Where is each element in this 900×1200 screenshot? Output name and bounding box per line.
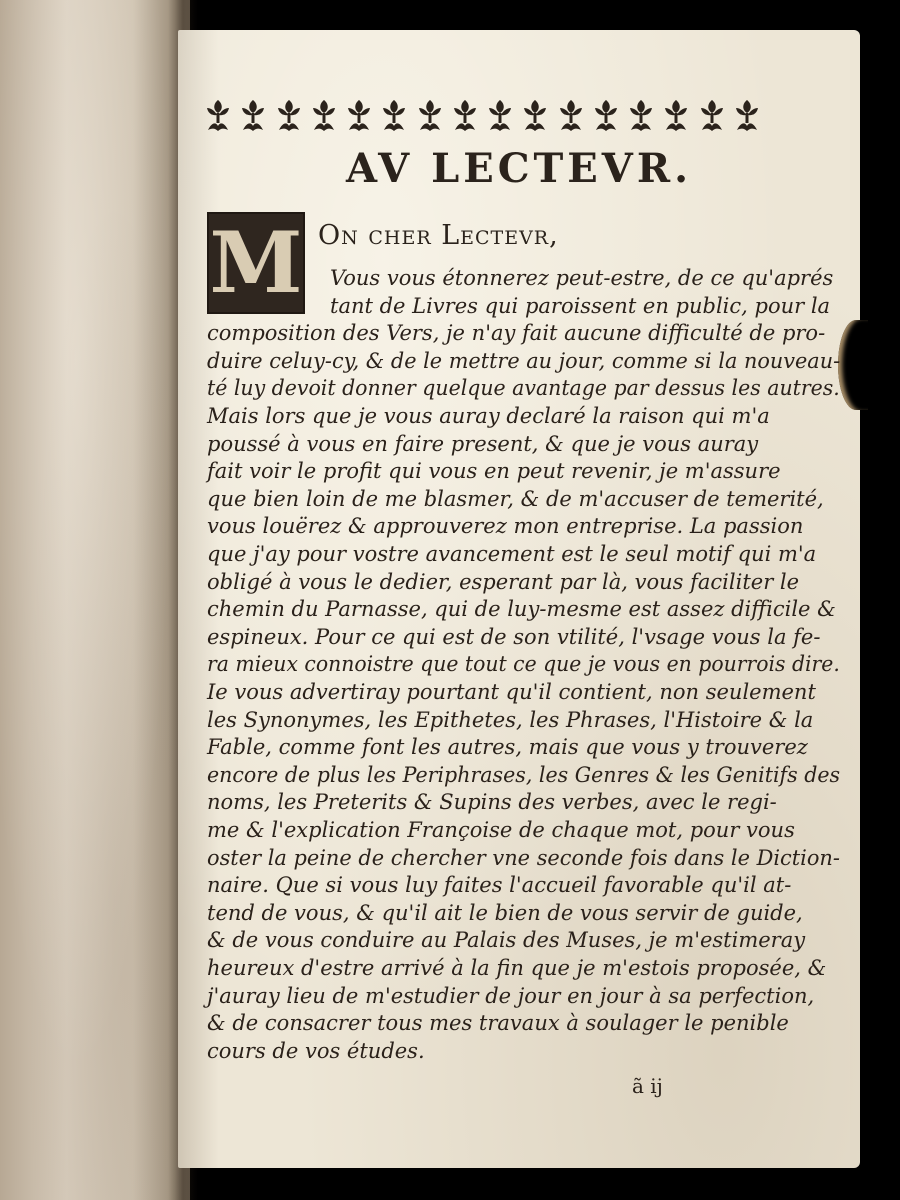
text-line: les Synonymes, les Epithetes, les Phrases, l'Histoire & la	[207, 707, 814, 732]
text-line: & de consacrer tous mes travaux à soulager le penible	[207, 1011, 789, 1036]
fleuron-icon	[381, 98, 407, 134]
fleuron-icon	[734, 98, 760, 134]
text-line: oster la peine de chercher vne seconde fois dans le Diction-	[207, 845, 840, 870]
text-line: Vous vous étonnerez peut-estre, de ce qu'aprés	[330, 266, 834, 290]
text-line: noms, les Preterits & Supins des verbes, avec le regi-	[207, 790, 777, 815]
text-line: duire celuy-cy, & de le mettre au jour, comme si la nouveau-	[207, 348, 841, 373]
text-line: poussé à vous en faire present, & que je vous auray	[207, 431, 759, 456]
fleuron-icon	[593, 98, 619, 134]
text-line: composition des Vers, je n'ay fait aucune difficulté de pro-	[207, 321, 826, 346]
fleuron-icon	[311, 98, 337, 134]
text-line: espineux. Pour ce qui est de son vtilité, l'vsage vous la fe-	[207, 624, 821, 649]
text-line: chemin du Parnasse, qui de luy-mesme est assez difficile &	[207, 597, 836, 622]
text-line: naire. Que si vous luy faites l'accueil favorable qu'il at-	[207, 873, 792, 898]
page-title: AV LECTEVR.	[346, 145, 692, 192]
text-line: cours de vos études.	[207, 1038, 425, 1063]
text-line: que j'ay pour vostre avancement est le seul motif qui m'a	[207, 542, 817, 566]
fleuron-icon	[628, 98, 654, 134]
fleuron-icon	[487, 98, 513, 134]
text-line: heureux d'estre arrivé à la fin que je m'estois proposée, &	[207, 956, 827, 980]
text-line: Mais lors que je vous auray declaré la raison qui m'a	[207, 404, 770, 428]
fleuron-icon	[417, 98, 443, 134]
text-line: ra mieux connoistre que tout ce que je vous en pourrois dire.	[207, 652, 840, 677]
text-line: fait voir le profit qui vous en peut revenir, je m'assure	[207, 459, 781, 484]
fleuron-icon	[699, 98, 725, 134]
text-line: obligé à vous le dedier, esperant par là, vous faciliter le	[207, 569, 800, 594]
text-line: encore de plus les Periphrases, les Genres & les Genitifs des	[207, 762, 841, 787]
drop-cap-letter: M	[209, 213, 303, 312]
headpiece-ornament	[205, 96, 760, 136]
text-line: tend de vous, & qu'il ait le bien de vous servir de guide,	[207, 900, 803, 925]
page-tear	[838, 320, 868, 410]
fleuron-icon	[276, 98, 302, 134]
text-line: & de vous conduire au Palais des Muses, je m'estimeray	[207, 928, 806, 953]
left-page	[0, 0, 190, 1200]
fleuron-icon	[663, 98, 689, 134]
drop-cap-initial	[207, 212, 305, 314]
text-line: té luy devoit donner quelque avantage par dessus les autres.	[207, 376, 840, 401]
text-line: j'auray lieu de m'estudier de jour en jour à sa perfection,	[207, 983, 815, 1008]
text-line: vous louërez & approuverez mon entreprise. La passion	[207, 514, 804, 539]
fleuron-icon	[240, 98, 266, 134]
fleuron-icon	[205, 98, 231, 134]
fleuron-icon	[346, 98, 372, 134]
text-line: que bien loin de me blasmer, & de m'accuser de temerité,	[207, 486, 824, 511]
fleuron-icon	[522, 98, 548, 134]
signature-mark: ã ij	[632, 1074, 663, 1099]
salutation: On cher Lectevr,	[318, 220, 559, 251]
text-line: tant de Livres qui paroissent en public, pour la	[330, 293, 831, 318]
text-line: Fable, comme font les autres, mais que vous y trouverez	[207, 735, 808, 760]
fleuron-icon	[452, 98, 478, 134]
text-line: Ie vous advertiray pourtant qu'il contient, non seulement	[207, 680, 816, 704]
text-line: me & l'explication Françoise de chaque mot, pour vous	[207, 818, 795, 842]
fleuron-icon	[558, 98, 584, 134]
